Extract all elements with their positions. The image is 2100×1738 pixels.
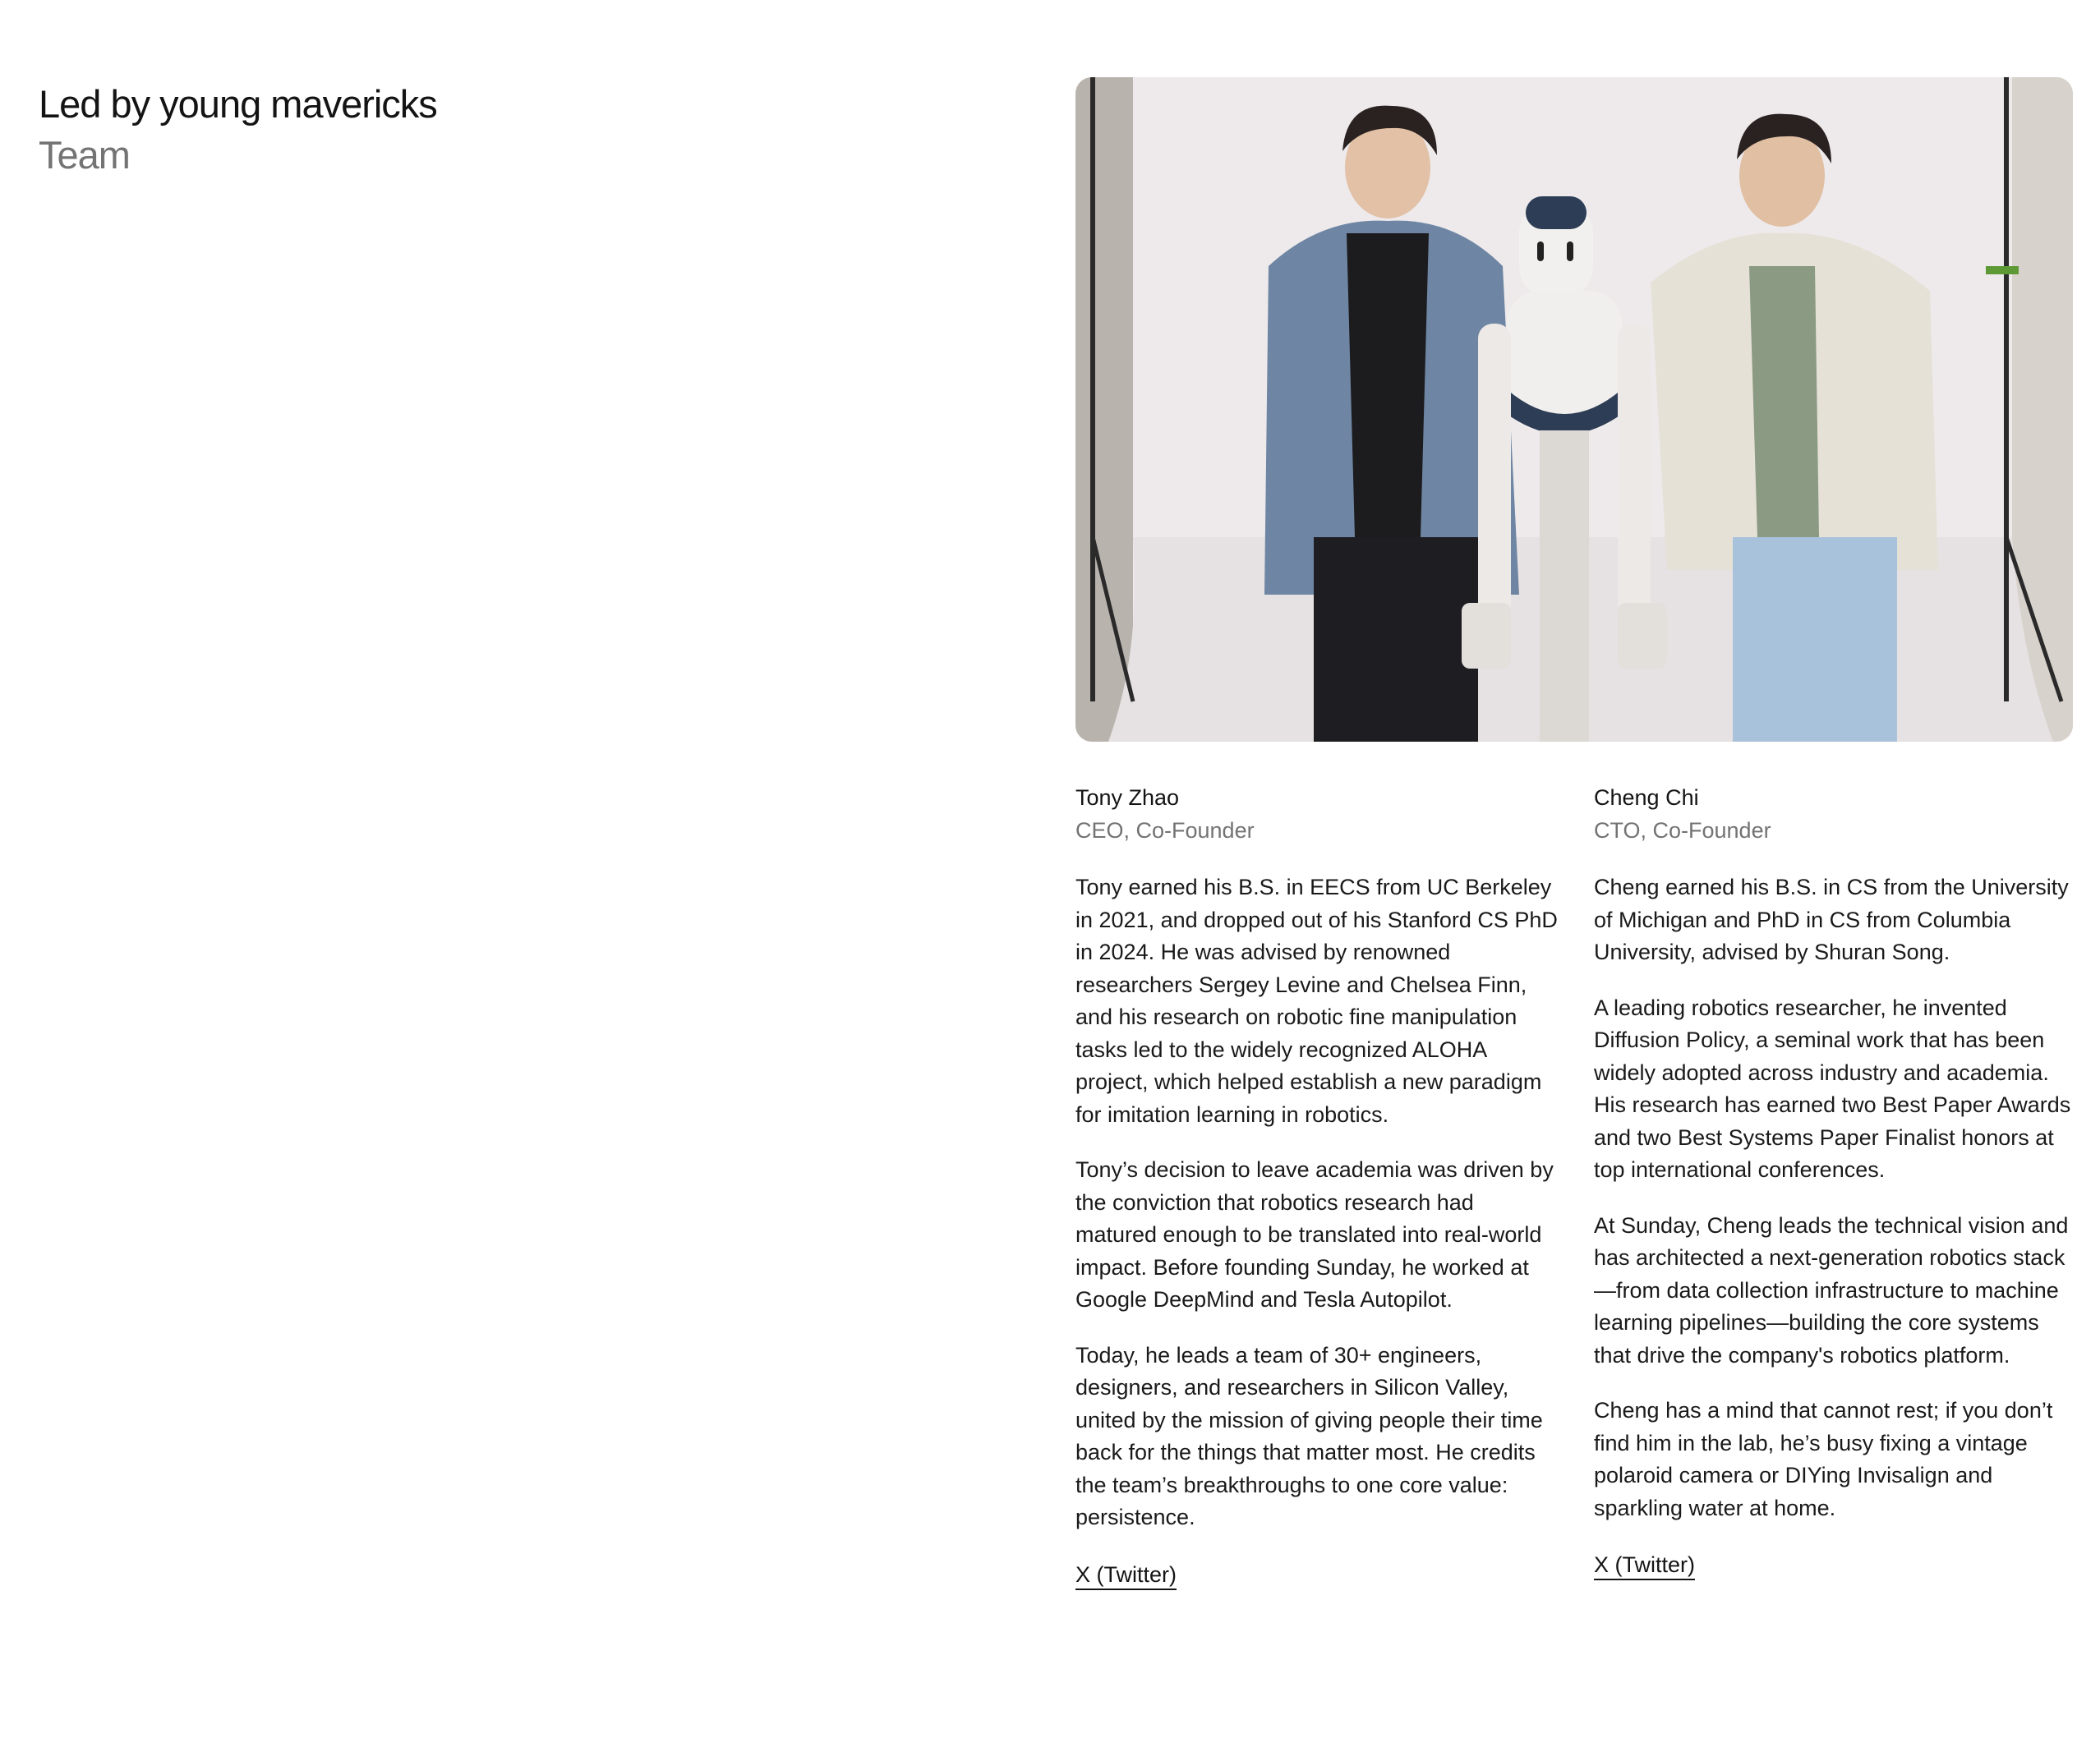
section-subtitle: Team	[39, 133, 130, 177]
team-photo	[1075, 77, 2073, 742]
member-name: Cheng Chi	[1594, 785, 1699, 810]
bio-paragraph: Cheng earned his B.S. in CS from the University of Michigan and PhD in CS from Columbia University, advised by Shuran Song.	[1594, 875, 2069, 964]
team-photo-illustration	[1075, 77, 2073, 742]
bio-paragraph: Cheng has a mind that cannot rest; if you don’t find him in the lab, he’s busy fixing a vintage polaroid camera or DIYing Invisalign and sparkling water at home.	[1594, 1398, 2053, 1520]
member-bio	[1594, 871, 2079, 1524]
member-bio	[1075, 871, 1560, 1534]
bio-paragraph: Today, he leads a team of 30+ engineers, designers, and researchers in Silicon Valley, united by the mission of giving people their time back for the things that matter most. He credits the team’s breakthroughs to one core value: persistence.	[1075, 1342, 1543, 1529]
section-heading	[39, 79, 696, 181]
team-member-cheng-chi	[1594, 782, 2079, 1582]
twitter-link[interactable]: X (Twitter)	[1594, 1551, 1695, 1580]
bio-paragraph: Tony earned his B.S. in EECS from UC Berkeley in 2021, and dropped out of his Stanford CS PhD in 2024. He was advised by renowned researchers Sergey Levine and Chelsea Finn, and his research on robotic fine manipulation tasks led to the widely recognized ALOHA project, which helped establish a new paradigm for imitation learning in robotics.	[1075, 875, 1558, 1127]
bio-paragraph: At Sunday, Cheng leads the technical vision and has architected a next-generation robotics stack—from data collection infrastructure to machine learning pipelines—building the core systems that drive the company's robotics platform.	[1594, 1212, 2069, 1368]
bio-paragraph: A leading robotics researcher, he invented Diffusion Policy, a seminal work that has been widely adopted across industry and academia. His research has earned two Best Paper Awards and two Best Systems Paper Finalist honors at top international conferences.	[1594, 995, 2071, 1182]
section-title: Led by young mavericks	[39, 82, 437, 126]
bio-paragraph: Tony’s decision to leave academia was driven by the conviction that robotics research had matured enough to be translated into real-world impact. Before founding Sunday, he worked at Google DeepMind and Tesla Autopilot.	[1075, 1157, 1554, 1312]
team-member-tony-zhao	[1075, 782, 1560, 1591]
member-name: Tony Zhao	[1075, 785, 1180, 810]
member-role: CEO, Co-Founder	[1075, 817, 1255, 843]
twitter-link[interactable]: X (Twitter)	[1075, 1561, 1177, 1590]
member-role: CTO, Co-Founder	[1594, 817, 1771, 843]
